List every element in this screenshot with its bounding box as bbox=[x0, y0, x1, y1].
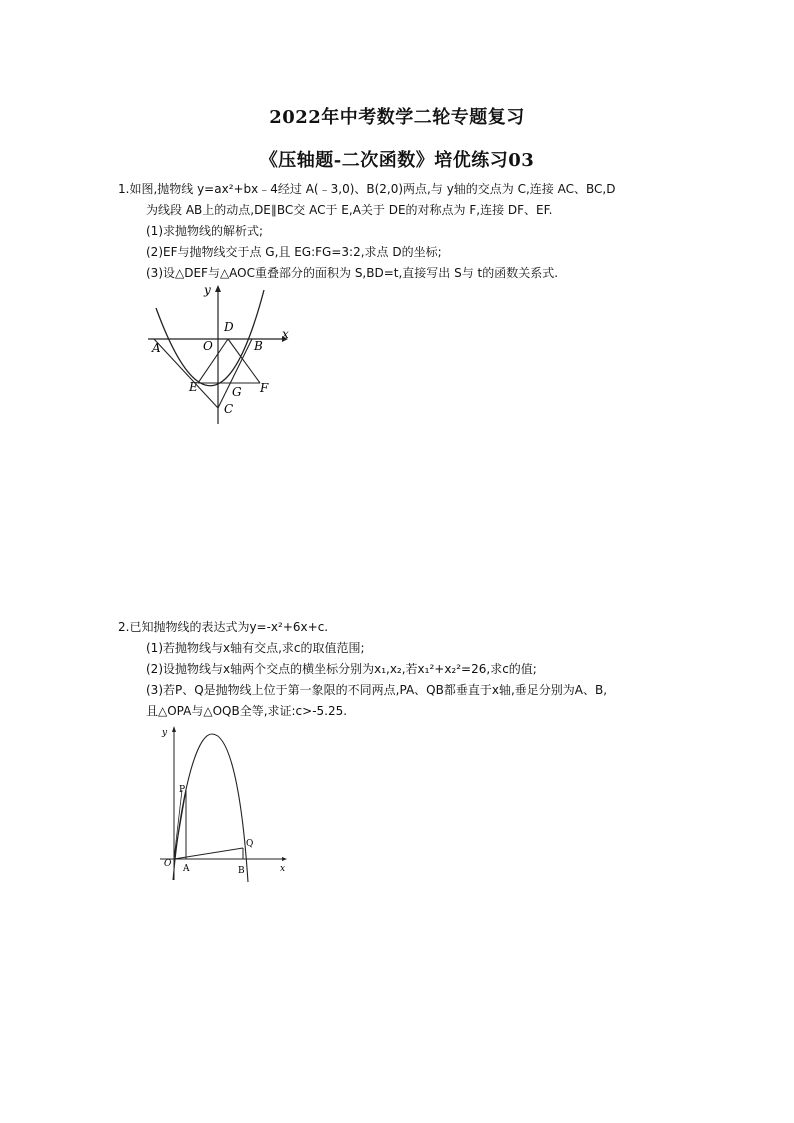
q1-label-G: G bbox=[232, 385, 242, 399]
q1-figure bbox=[146, 282, 296, 427]
q2-parabola bbox=[173, 734, 248, 882]
q1-part2: (2)EF与抛物线交于点 G,且 EG:FG=3:2,求点 D的坐标; bbox=[146, 245, 442, 259]
document-subtitle: 《压轴题-二次函数》培优练习03 bbox=[259, 150, 535, 171]
q1-label-y: y bbox=[204, 283, 211, 297]
q1-label-x: x bbox=[282, 327, 289, 341]
q2-label-O: O bbox=[164, 859, 172, 869]
q1-label-A: A bbox=[152, 341, 161, 355]
q1-label-O: O bbox=[203, 339, 213, 353]
q1-label-E: E bbox=[189, 380, 198, 394]
q1-label-C: C bbox=[224, 402, 234, 416]
q2-label-P: P bbox=[179, 785, 186, 795]
q1-label-F: F bbox=[260, 381, 269, 395]
q2-part3-cont: 且△OPA与△OQB全等,求证:c>-5.25. bbox=[146, 704, 348, 718]
q1-label-D: D bbox=[224, 320, 234, 334]
q1-part3: (3)设△DEF与△AOC重叠部分的面积为 S,BD=t,直接写出 S与 t的函数关系式. bbox=[146, 266, 559, 280]
q2-label-x: x bbox=[280, 864, 286, 874]
q1-label-B: B bbox=[254, 339, 263, 353]
document-title: 2022年中考数学二轮专题复习 bbox=[269, 107, 525, 128]
q2-label-y: y bbox=[162, 728, 168, 738]
q2-label-Q: Q bbox=[246, 839, 254, 849]
q2-label-B: B bbox=[238, 866, 245, 876]
q1-stem-line2: 为线段 AB上的动点,DE∥BC交 AC于 E,A关于 DE的对称点为 F,连接 DF、EF. bbox=[146, 203, 553, 217]
q2-label-A: A bbox=[183, 864, 190, 874]
q2-figure bbox=[150, 722, 295, 884]
q1-part1: (1)求抛物线的解析式; bbox=[146, 224, 264, 238]
q2-part3: (3)若P、Q是抛物线上位于第一象限的不同两点,PA、QB都垂直于x轴,垂足分别为A、B, bbox=[146, 683, 608, 697]
q2-stem: 2.已知抛物线的表达式为y=-x²+6x+c. bbox=[118, 620, 329, 634]
q2-part1: (1)若抛物线与x轴有交点,求c的取值范围; bbox=[146, 641, 365, 655]
q2-part2: (2)设抛物线与x轴两个交点的横坐标分别为x₁,x₂,若x₁²+x₂²=26,求c的值; bbox=[146, 662, 537, 676]
q1-stem-line1: 1.如图,抛物线 y=ax²+bx﹣4经过 A(﹣3,0)、B(2,0)两点,与 y轴的交点为 C,连接 AC、BC,D bbox=[118, 182, 616, 196]
